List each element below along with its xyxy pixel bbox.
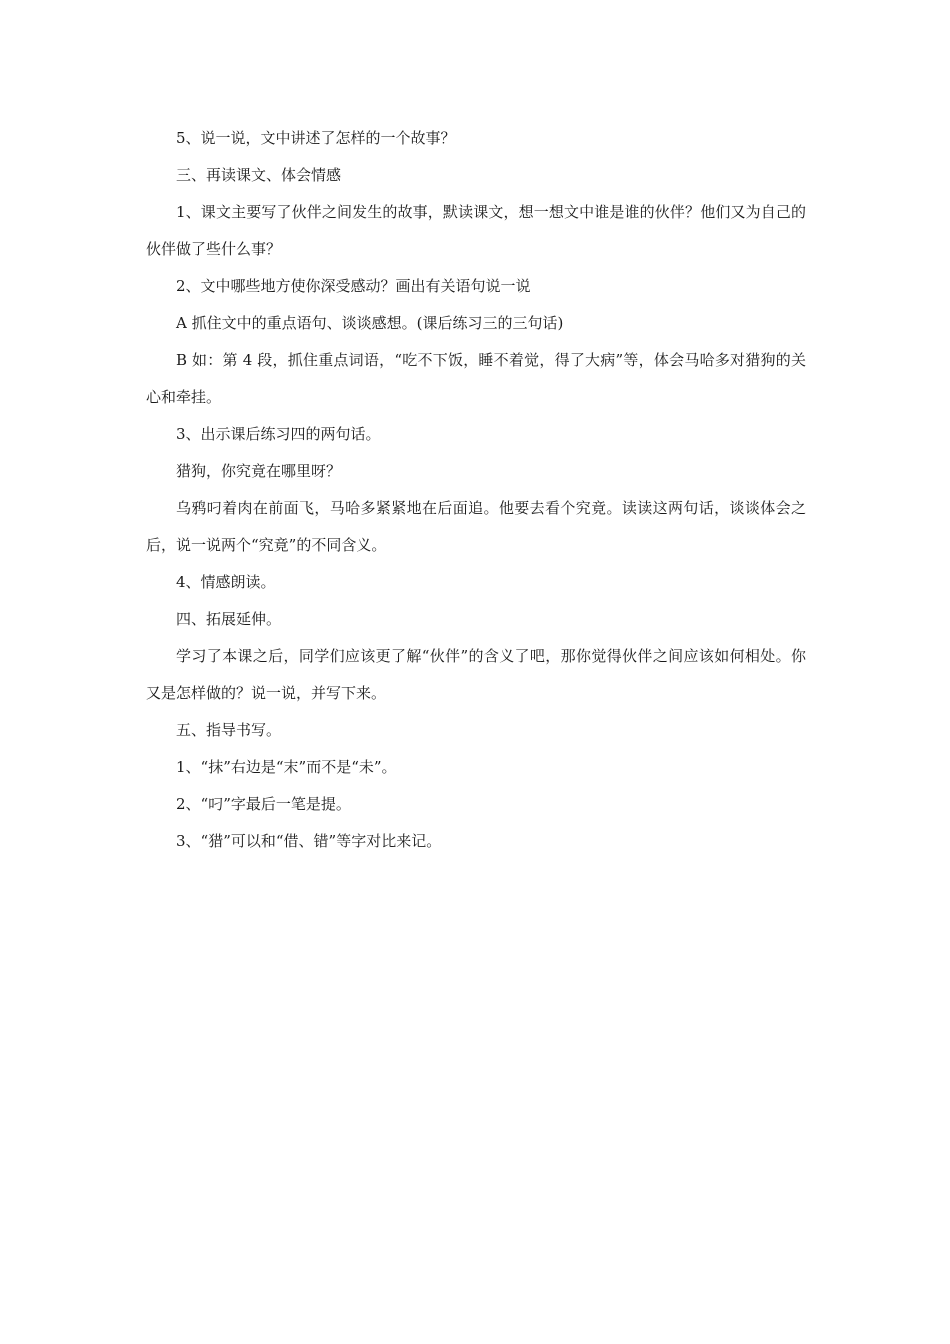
paragraph-point-b: B 如：第 4 段，抓住重点词语，“吃不下饭，睡不着觉，得了大病”等，体会马哈多对猎狗的关心和牵挂。 (146, 351, 806, 406)
paragraph-writing-three: 3、“猎”可以和“借、错”等字对比来记。 (176, 832, 442, 850)
paragraph-point-a: A 抓住文中的重点语句、谈谈感想。(课后练习三的三句话) (176, 314, 564, 332)
paragraph-quote-dog: 猎狗，你究竟在哪里呀？ (176, 462, 342, 480)
paragraph-partners-question: 1、课文主要写了伙伴之间发生的故事，默读课文，想一想文中谁是谁的伙伴？他们又为自己的伙伴做了些什么事？ (146, 203, 806, 258)
paragraph-emotional-reading: 4、情感朗读。 (176, 573, 276, 591)
heading-section-three: 三、再读课文、体会情感 (176, 166, 342, 184)
paragraph-moving-parts: 2、文中哪些地方使你深受感动？画出有关语句说一说 (176, 277, 531, 295)
paragraph-writing-two: 2、“叼”字最后一笔是提。 (176, 795, 351, 813)
paragraph-exercise-four: 3、出示课后练习四的两句话。 (176, 425, 381, 443)
heading-section-five: 五、指导书写。 (176, 721, 282, 739)
paragraph-writing-one: 1、“抹”右边是“末”而不是“未”。 (176, 758, 397, 776)
heading-section-four: 四、拓展延伸。 (176, 610, 282, 628)
document-body (146, 120, 806, 860)
paragraph-quote-crow: 乌鸦叼着肉在前面飞，马哈多紧紧地在后面追。他要去看个究竟。读读这两句话，谈谈体会之后，说一说两个“究竟”的不同含义。 (146, 499, 806, 554)
paragraph-extension: 学习了本课之后，同学们应该更了解“伙伴”的含义了吧，那你觉得伙伴之间应该如何相处。你又是怎样做的？说一说，并写下来。 (146, 647, 806, 702)
paragraph-story-question: 5、说一说，文中讲述了怎样的一个故事？ (176, 129, 456, 147)
